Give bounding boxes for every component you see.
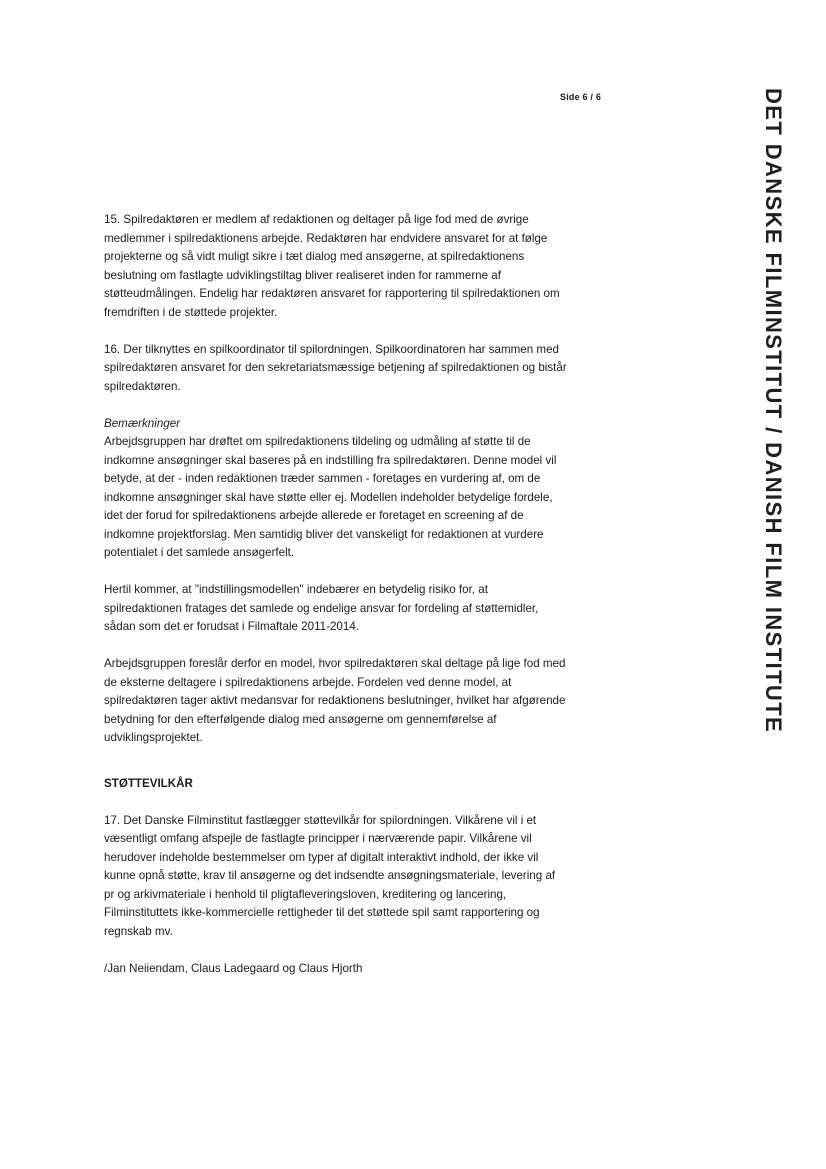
document-body: [104, 211, 608, 997]
section-heading-stoettevilkaar: STØTTEVILKÅR: [104, 776, 193, 790]
page-number: Side 6 / 6: [560, 92, 602, 102]
remarks-paragraph-3: Arbejdsgruppen foreslår derfor en model, hvor spilredaktøren skal deltage på lige fod med de eksterne deltagere i spilredaktionens arbejde. Fordelen ved denne model, at spilredaktøren tager aktivt medansvar for redaktionens beslutninger, hvilket har afgørende betydning for den efterfølgende dialog med ansøgerne om gennemførelse af udviklingsprojektet.: [104, 657, 566, 744]
remarks-paragraph-2: Hertil kommer, at "indstillingsmodellen" indebærer en betydelig risiko for, at spilredaktionen fratages det samlede og endelige ansvar for fordeling af støttemidler, sådan som det er forudsat i Filmaftale 2011-2014.: [104, 583, 539, 633]
paragraph-16: 16. Der tilknyttes en spilkoordinator til spilordningen. Spilkoordinatoren har sammen med spilredaktøren ansvaret for den sekretariatsmæssige betjening af spilredaktionen og bistår spilredaktøren.: [104, 342, 567, 393]
institute-vertical-brand: DET DANSKE FILMINSTITUT / DANISH FILM INSTITUTE: [761, 88, 786, 734]
remarks-title: Bemærkninger: [104, 416, 181, 430]
paragraph-15: 15. Spilredaktøren er medlem af redaktionen og deltager på lige fod med de øvrige medlemmer i spilredaktionens arbejde. Redaktøren har endvidere ansvaret for at følge projekterne og så vidt muligt sikre i tæt dialog med ansøgerne, at spilredaktionens beslutning om fastlagte udviklingstiltag bliver realiseret inden for rammerne af støtteudmålingen. Endelig har redaktøren ansvaret for rapportering til spilredaktionen om fremdriften i de støttede projekter.: [104, 213, 560, 319]
remarks-paragraph-1: Arbejdsgruppen har drøftet om spilredaktionens tildeling og udmåling af støtte til de indkomne ansøgninger skal baseres på en indstilling fra spilredaktøren. Denne model vil betyde, at der - inden redaktionen træder sammen - foretages en vurdering af, om de indkomne ansøgninger skal have støtte eller ej. Modellen indeholder betydelige fordele, idet der forud for spilredaktionens arbejde allerede er foretaget en screening af de indkomne projektforslag. Men samtidig bliver det vanskeligt for redaktionen at vurdere potentialet i det samlede ansøgerfelt.: [104, 435, 557, 559]
paragraph-17: 17. Det Danske Filminstitut fastlægger støttevilkår for spilordningen. Vilkårene vil i et væsentligt omfang afspejle de fastlagte principper i nærværende papir. Vilkårene vil herudover indeholde bestemmelser om typer af digitalt interaktivt indhold, der ikke vil kunne opnå støtte, krav til ansøgerne og det indsendte ansøgningsmateriale, levering af pr og arkivmateriale i henhold til pligtafleveringsloven, kreditering og lancering, Filminstituttets ikke-kommercielle rettigheder til det støttede spil samt rapportering og regnskab mv.: [104, 813, 556, 938]
signature-line: /Jan Neiiendam, Claus Ladegaard og Claus Hjorth: [104, 961, 363, 975]
